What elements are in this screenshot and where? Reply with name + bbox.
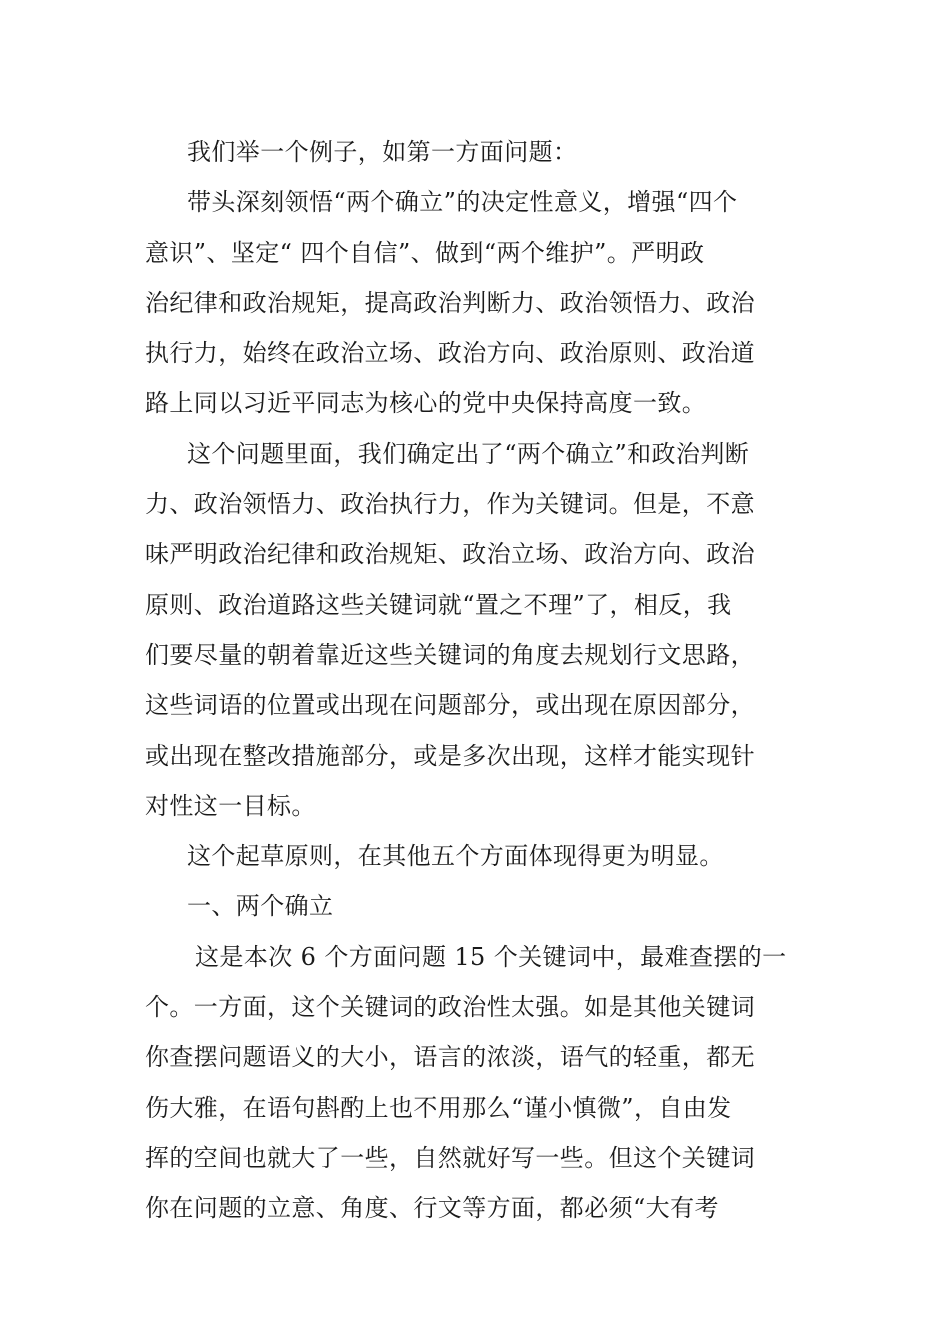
text-line: 路上同以习近平同志为核心的党中央保持高度一致。 xyxy=(145,389,707,418)
text-line: 我们举一个例子，如第一方面问题： xyxy=(187,138,578,166)
paragraph-section-body xyxy=(145,932,810,1234)
text-line: 原则、政治道路这些关键词就“置之不理”了，相反，我 xyxy=(145,590,732,619)
text-line: 你查摆问题语义的大小，语言的浓淡，语气的轻重，都无 xyxy=(145,1043,755,1072)
text-line: 个。一方面，这个关键词的政治性太强。如是其他关键词 xyxy=(145,993,755,1022)
text-line: 对性这一目标。 xyxy=(145,791,316,820)
text-line: 带头深刻领悟“两个确立”的决定性意义，增强“四个 xyxy=(187,188,738,217)
text-line: 治纪律和政治规矩，提高政治判断力、政治领悟力、政治 xyxy=(145,288,755,317)
text-line: 这个起草原则，在其他五个方面体现得更为明显。 xyxy=(187,842,724,871)
text-line: 或出现在整改措施部分，或是多次出现，这样才能实现针 xyxy=(145,741,755,770)
text-line: 力、政治领悟力、政治执行力，作为关键词。但是，不意 xyxy=(145,490,755,519)
text-line: 这是本次 6 个方面问题 15 个关键词中，最难查摆的一 xyxy=(187,942,787,971)
paragraph-keyword-analysis xyxy=(145,429,810,831)
text-line: 你在问题的立意、角度、行文等方面，都必须“大有考 xyxy=(145,1194,719,1223)
document-body xyxy=(145,127,810,1234)
heading-text: 一、两个确立 xyxy=(187,892,334,921)
text-line: 意识”、坚定“ 四个自信”、做到“两个维护”。严明政 xyxy=(145,238,705,267)
text-line: 这个问题里面，我们确定出了“两个确立”和政治判断 xyxy=(187,439,750,468)
text-line: 伤大雅，在语句斟酌上也不用那么“谨小慎微”，自由发 xyxy=(145,1093,732,1122)
text-line: 挥的空间也就大了一些，自然就好写一些。但这个关键词 xyxy=(145,1143,755,1172)
text-line: 执行力，始终在政治立场、政治方向、政治原则、政治道 xyxy=(145,339,755,368)
paragraph-first-aspect-quote xyxy=(145,177,810,428)
paragraph-drafting-principle xyxy=(145,831,810,881)
text-line: 们要尽量的朝着靠近这些关键词的角度去规划行文思路， xyxy=(145,640,755,669)
section-heading xyxy=(145,881,810,931)
paragraph-example-intro xyxy=(145,127,810,177)
text-line: 这些词语的位置或出现在问题部分，或出现在原因部分， xyxy=(145,691,755,720)
text-line: 味严明政治纪律和政治规矩、政治立场、政治方向、政治 xyxy=(145,540,755,569)
